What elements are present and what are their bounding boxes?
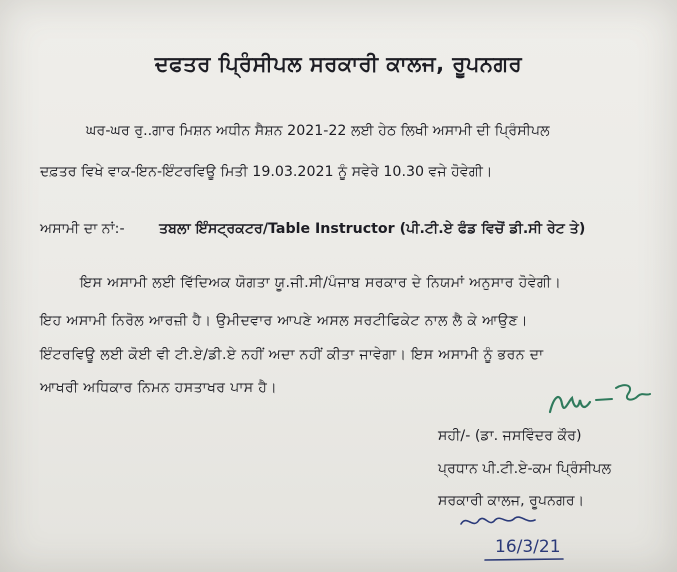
- body-line-4: ਆਖਰੀ ਅਧਿਕਾਰ ਨਿਮਨ ਹਸਤਾਖਰ ਪਾਸ ਹੈ।: [40, 380, 278, 396]
- body-line-3: ਇੰਟਰਵਿਊ ਲਈ ਕੋਈ ਵੀ ਟੀ.ਏ/ਡੀ.ਏ ਨਹੀਂ ਅਦਾ ਨਹੀਂ ਕੀਤਾ ਜਾਵੇਗਾ। ਇਸ ਅਸਾਮੀ ਨੂੰ ਭਰਨ ਦਾ: [40, 347, 544, 363]
- handwritten-date-note: [455, 508, 595, 570]
- signatory-line-1: ਸਹੀ/- (ਡਾ. ਜਸਵਿੰਦਰ ਕੌਰ): [438, 428, 582, 444]
- signatory-line-3: ਸਰਕਾਰੀ ਕਾਲਜ, ਰੂਪਨਗਰ।: [438, 493, 585, 509]
- intro-line-1: ਘਰ-ਘਰ ਰੁ..ਗਾਰ ਮਿਸ਼ਨ ਅਧੀਨ ਸੈਸ਼ਨ 2021-22 ਲਈ ਹੇਠ ਲਿਖੀ ਅਸਾਮੀ ਦੀ ਪ੍ਰਿੰਸੀਪਲ: [86, 123, 550, 139]
- post-row: [40, 221, 585, 237]
- body-line-1: ਇਸ ਅਸਾਮੀ ਲਈ ਵਿੱਦਿਅਕ ਯੋਗਤਾ ਯੂ.ਜੀ.ਸੀ/ਪੰਜਾਬ ਸਰਕਾਰ ਦੇ ਨਿਯਮਾਂ ਅਨੁਸਾਰ ਹੋਵੇਗੀ।: [80, 275, 562, 291]
- page-title: ਦਫਤਰ ਪ੍ਰਿੰਸੀਪਲ ਸਰਕਾਰੀ ਕਾਲਜ, ਰੂਪਨਗਰ: [154, 52, 523, 76]
- post-value: ਤਬਲਾ ਇੰਸਟ੍ਰਕਟਰ/Table Instructor (ਪੀ.ਟੀ.ਏ ਫੰਡ ਵਿਚੋਂ ਡੀ.ਸੀ ਰੇਟ ਤੇ): [159, 221, 586, 237]
- body-line-2: ਇਹ ਅਸਾਮੀ ਨਿਰੋਲ ਆਰਜ਼ੀ ਹੈ। ਉਮੀਦਵਾਰ ਆਪਣੇ ਅਸਲ ਸਰਟੀਫਿਕੇਟ ਨਾਲ ਲੈ ਕੇ ਆਉਣ।: [40, 313, 528, 329]
- post-label: ਅਸਾਮੀ ਦਾ ਨਾਂ:-: [40, 221, 125, 237]
- intro-line-2: ਦਫ਼ਤਰ ਵਿਖੇ ਵਾਕ-ਇਨ-ਇੰਟਰਵਿਊ ਮਿਤੀ 19.03.2021 ਨੂੰ ਸਵੇਰੇ 10.30 ਵਜੇ ਹੋਵੇਗੀ।: [40, 164, 493, 180]
- note-date: 16/3/21: [495, 537, 561, 557]
- signatory-line-2: ਪ੍ਰਧਾਨ ਪੀ.ਟੀ.ਏ-ਕਮ ਪ੍ਰਿੰਸੀਪਲ: [438, 461, 612, 477]
- green-signature: [540, 374, 660, 424]
